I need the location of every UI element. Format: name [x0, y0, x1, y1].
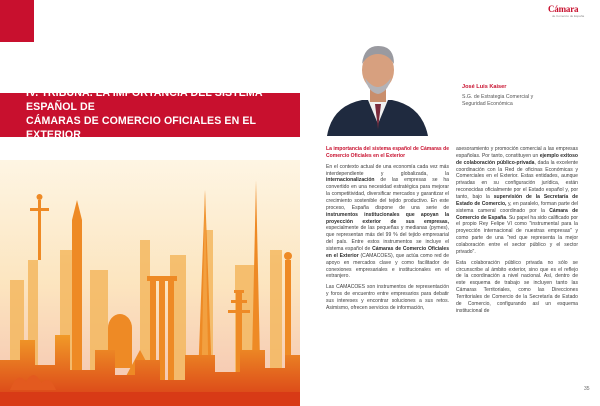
- article-paragraph-1: En el contexto actual de una economía cada vez más interdependiente y globalizada, la internacionalización de las empresas se ha convertido en una necesidad estratégica para mejorar la competitividad, diversificar mercados y garantizar el crecimiento sostenible del tejido productivo. En este proceso, España dispone de una serie de instrumentos institucionales que apoyan la proyección exterior de sus empresas, especialmente de las pequeñas y medianas (pymes), que representan más del 99 % del tejido empresarial del país. Entre estos instrumentos se incluye el sistema español de Cámaras de Comercio Oficiales en el Exterior (CAMACOES), que actúa como red de apoyo en mercados clave y como facilitador de conexiones empresariales e institucionales en el extranjero.: [326, 163, 449, 280]
- right-page: [300, 0, 600, 406]
- article-lead: La importancia del sistema español de Cámaras de Comercio Oficiales en el Exterior: [326, 146, 449, 159]
- page-number: 35: [584, 386, 590, 392]
- logo-wordmark: Cámara: [548, 4, 579, 14]
- camara-logo: [548, 4, 596, 20]
- author-role-line1: S.G. de Estrategia Comercial y: [462, 94, 534, 100]
- article-column-left: [326, 146, 449, 316]
- author-role: [462, 94, 533, 108]
- article-paragraph-4: Esta colaboración público privada no sólo se circunscribe al ámbito exterior, sino que es el reflejo de la coordinación a nivel nacional. Así, dentro de este esquema de trabajo se incluyen tanto las Cámaras Territoriales, como las Direcciones Territoriales de Comercio de la Secretaría de Estado de Comercio, configurando así un esquema institucional de: [456, 259, 578, 314]
- author-name: José Luis Kaiser: [462, 84, 507, 90]
- section-title-line1: IV. TRIBUNA. LA IMPORTANCIA DEL SISTEMA ESPAÑOL DE: [26, 87, 263, 114]
- logo-subtitle: de Comercio de España: [552, 14, 585, 18]
- article-paragraph-2: Las CAMACOES son instrumentos de representación y foros de encuentro entre empresarios para debatir sus intereses y encontrar soluciones a sus retos. Asimismo, ofrecen servicios de información,: [326, 284, 449, 311]
- world-landmarks-skyline-illustration: [0, 160, 300, 406]
- corner-accent-block: [0, 0, 34, 42]
- section-title-line2: CÁMARAS DE COMERCIO OFICIALES EN EL EXTERIOR: [26, 115, 256, 141]
- author-portrait-photo: [322, 34, 432, 136]
- article-paragraph-3: asesoramiento y promoción comercial a las empresas españolas. Por tanto, constituyen un ejemplo exitoso de colaboración público-privada, dada la excelente coordinación con la Red de oficinas Económicas y Comerciales en el Exterior. Estas entidades, aunque privadas en su configuración jurídica, están reconocidas oficialmente por el Estado español y, por tanto, bajo la supervisión de la Secretaría de Estado de Comercio, y, en paralelo, forman parte del sistema cameral coordinado por la Cámara de Comercio de España. Su papel ha sido calificado por el propio Rey Felipe VI como "instrumental para la proyección internacional de nuestras empresas" y como parte de una "red que representa la mejor colaboración entre el sector público y el sector privado".: [456, 146, 579, 255]
- author-role-line2: Seguridad Económica: [462, 101, 513, 108]
- article-column-right: [456, 146, 578, 319]
- section-title: [26, 87, 300, 143]
- section-title-band: [0, 87, 300, 141]
